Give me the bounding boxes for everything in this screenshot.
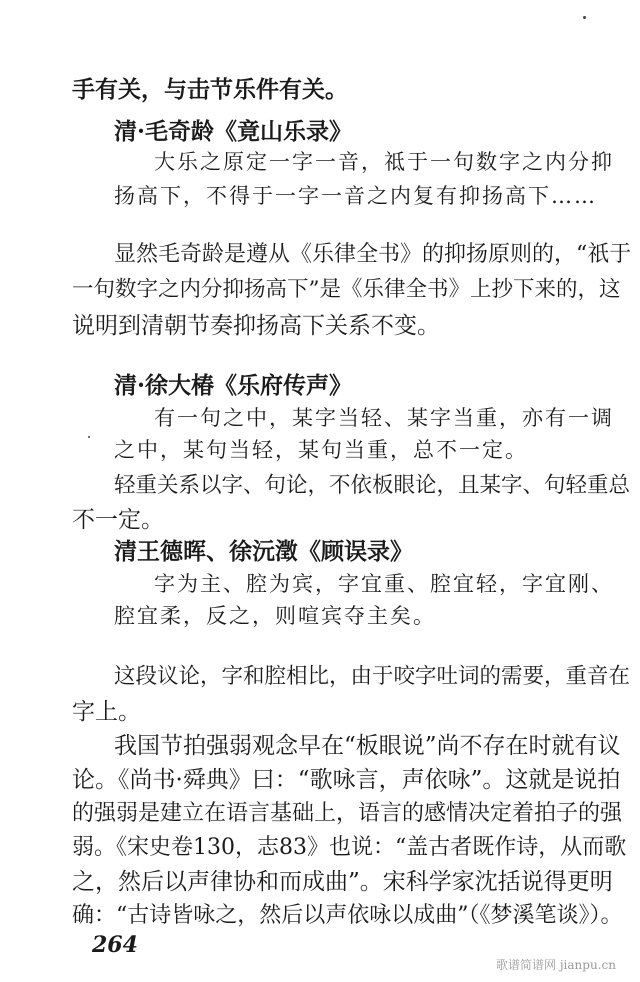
text-line-13: 之，然后以声律协和而成曲”。宋科学家沈括说得更明 [72, 869, 613, 895]
text-line-1: 手有关，与击节乐件有关。 [72, 76, 348, 103]
text-line-10: 论。《尚书·舜典》曰：“歌咏言，声依咏”。这就是说拍 [72, 767, 621, 793]
quote-line-5: 字为主、腔为宾，字宜重、腔宜轻，字宜刚、 [154, 572, 614, 596]
scan-speck [88, 436, 90, 438]
text-line-9: 我国节拍强弱观念早在“板眼说”尚不存在时就有议 [114, 733, 621, 759]
text-line-2: 显然毛奇龄是遵从《乐律全书》的抑扬原则的，“祇于 [114, 242, 632, 267]
page-number: 264 [92, 932, 138, 958]
quote-line-6: 腔宜柔，反之，则喧宾夺主矣。 [114, 604, 436, 628]
text-line-5: 轻重关系以字、句论，不依板眼论，且某字、句轻重总 [114, 473, 631, 498]
text-line-11: 的强弱是建立在语言基础上，语言的感情决定着拍子的强 [72, 801, 623, 826]
text-line-14: 确：“古诗皆咏之，然后以声依咏以成曲”（《梦溪笔谈》）。 [72, 903, 623, 928]
scan-speck [583, 16, 586, 19]
quote-line-4: 之中，某句当轻，某句当重，总不一定。 [114, 438, 528, 462]
citation-maoqiling: 清·毛奇龄《竟山乐录》 [114, 118, 353, 145]
text-line-4: 说明到清朝节奏抑扬高下关系不变。 [72, 313, 440, 339]
quote-line-3: 有一句之中，某字当轻、某字当重，亦有一调 [154, 406, 614, 430]
quote-line-1: 大乐之原定一字一音，祗于一句数字之内分抑 [154, 150, 614, 174]
quote-line-2: 扬高下，不得于一字一音之内复有抑扬高下…… [114, 184, 597, 208]
text-line-6: 不一定。 [72, 507, 164, 533]
text-line-12: 弱。《宋史卷130，志83》也说：“盖古者既作诗，从而歌 [72, 835, 627, 860]
text-line-8: 字上。 [72, 699, 141, 725]
citation-wangdehui: 清王德晖、徐沅澂《顾误录》 [114, 538, 413, 565]
text-line-7: 这段议论，字和腔相比，由于咬字吐词的需要，重音在 [114, 664, 631, 689]
watermark: 歌谱简谱网 jianpu.cn [496, 958, 616, 972]
citation-xudachun: 清·徐大椿《乐府传声》 [114, 372, 353, 399]
text-line-3: 一句数字之内分抑扬高下”是《乐律全书》上抄下来的，这 [72, 277, 621, 302]
